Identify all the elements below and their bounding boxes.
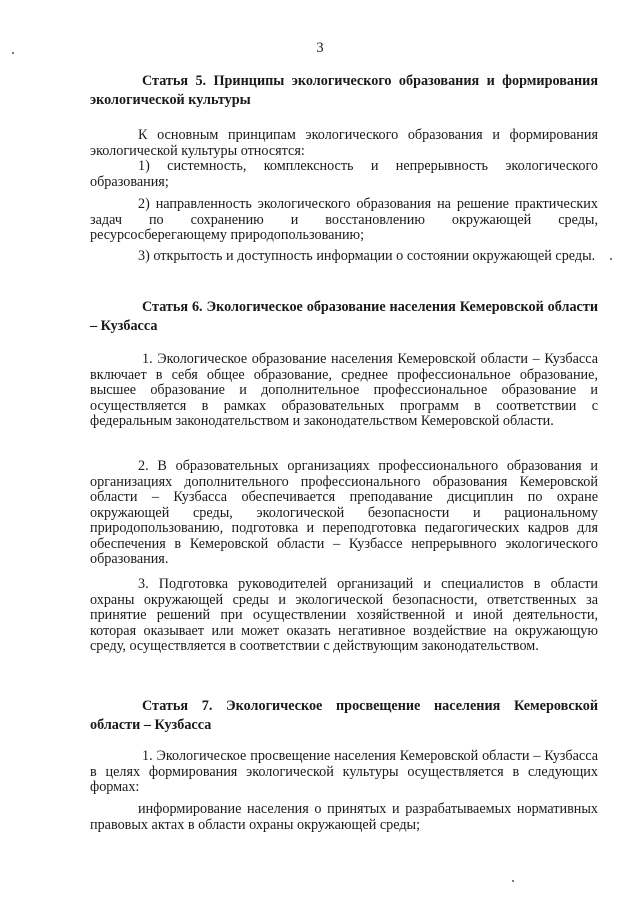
article-7-paragraph-1: 1. Экологическое просвещение населения Кемеровской области – Кузбасса в целях формирования экологической культуры осуществляется в следующих формах: [90, 748, 598, 795]
scan-speck [12, 52, 14, 54]
article-5-item-1: 1) системность, комплексность и непрерывность экологического образования; [90, 158, 598, 190]
scan-speck [610, 258, 612, 260]
article-5-item-3: 3) открытость и доступность информации о состоянии окружающей среды. [138, 248, 596, 264]
article-6-paragraph-2: 2. В образовательных организациях профессионального образования и организациях дополнительного профессионального образования Кемеровской области – Кузбасса обеспечивается преподавание дисциплин по охране окружающей среды, экологической безопасности и рациональному природопользованию, подготовка и переподготовка педагогических кадров для обеспечения в Кемеровской области – Кузбассе непрерывного экологического образования. [90, 458, 598, 567]
article-7-heading: Статья 7. Экологическое просвещение населения Кемеровской области – Кузбасса [90, 698, 598, 733]
article-5-heading: Статья 5. Принципы экологического образования и формирования экологической культуры [90, 73, 598, 108]
scan-speck [512, 880, 514, 882]
article-7-paragraph-2: информирование населения о принятых и разрабатываемых нормативных правовых актах в области охраны окружающей среды; [90, 801, 598, 833]
article-5-item-2: 2) направленность экологического образования на решение практических задач по сохранению и восстановлению окружающей среды, ресурсосберегающему природопользованию; [90, 196, 598, 243]
article-6-heading: Статья 6. Экологическое образование населения Кемеровской области – Кузбасса [90, 299, 598, 334]
page-number: 3 [316, 40, 324, 56]
article-6-paragraph-3: 3. Подготовка руководителей организаций и специалистов в области охраны окружающей среды и экологической безопасности, ответственных за принятие решений при осуществлении хозяйственной и иной деятельности, которая оказывает или может оказать негативное воздействие на окружающую среду, осуществляется в соответствии с действующим законодательством. [90, 576, 598, 654]
article-5-intro: К основным принципам экологического образования и формирования экологической культуры относятся: [90, 127, 598, 159]
article-6-paragraph-1: 1. Экологическое образование населения Кемеровской области – Кузбасса включает в себя общее образование, среднее профессиональное образование, высшее образование и дополнительное профессиональное образование и осуществляется в рамках образовательных программ в соответствии с федеральным законодательством и законодательством Кемеровской области. [90, 351, 598, 429]
